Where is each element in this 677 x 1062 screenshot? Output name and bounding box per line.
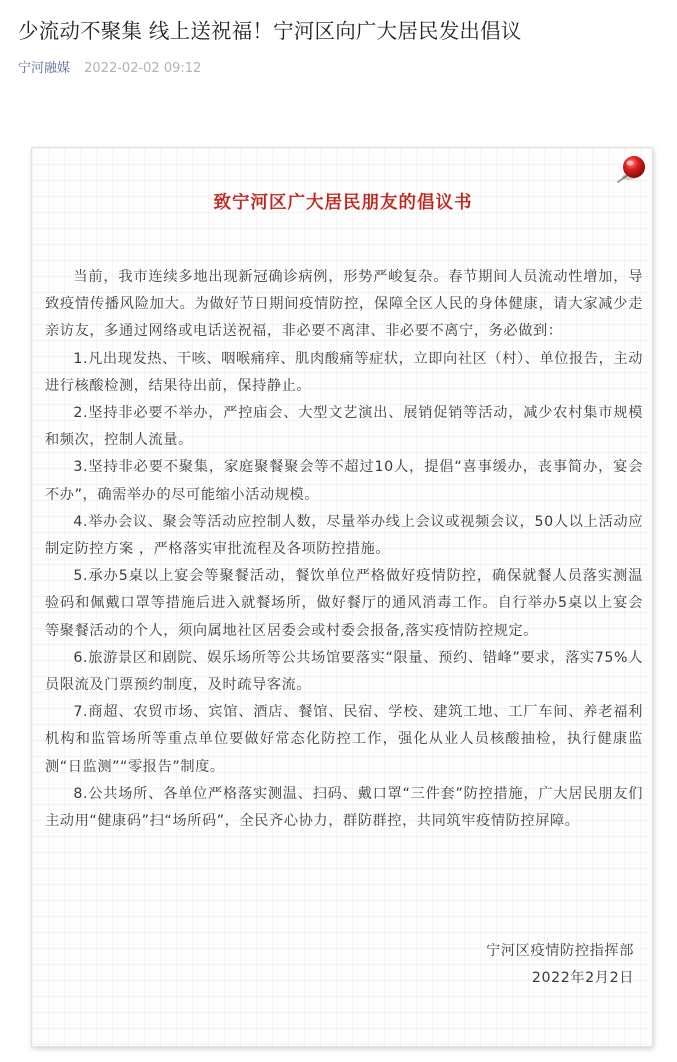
publish-date: 2022-02-02 09:12 xyxy=(84,61,202,76)
article-meta xyxy=(18,60,201,78)
push-pin-icon xyxy=(615,152,651,188)
item-paragraph: 8.公共场所、各单位严格落实测温、扫码、戴口罩“三件套”防控措施，广大居民朋友们主动用“健康码”扫“场所码”，全民齐心协力，群防群控，共同筑牢疫情防控屏障。 xyxy=(45,785,643,830)
item-paragraph: 1.凡出现发热、干咳、咽喉痛痒、肌肉酸痛等症状，立即向社区（村）、单位报告，主动进行核酸检测，结果待出前，保持静止。 xyxy=(45,350,643,394)
document-heading: 致宁河区广大居民朋友的倡议书 xyxy=(213,193,473,213)
proposal-document-image xyxy=(31,147,653,1047)
document-signature xyxy=(486,938,634,992)
signature-org: 宁河区疫情防控指挥部 xyxy=(486,943,634,959)
item-paragraph: 7.商超、农贸市场、宾馆、酒店、餐馆、民宿、学校、建筑工地、工厂车间、养老福利机构和监管场所等重点单位要做好常态化防控工作，强化从业人员核酸抽检，执行健康监测“日监测”“零报告”制度。 xyxy=(45,704,643,775)
item-paragraph: 6.旅游景区和剧院、娱乐场所等公共场馆要落实“限量、预约、错峰”要求，落实75%人员限流及门票预约制度，及时疏导客流。 xyxy=(45,649,643,694)
document-body xyxy=(45,264,643,835)
item-paragraph: 2.坚持非必要不举办，严控庙会、大型文艺演出、展销促销等活动，减少农村集市规模和频次，控制人流量。 xyxy=(45,405,643,449)
item-paragraph: 5.承办5桌以上宴会等聚餐活动，餐饮单位严格做好疫情防控，确保就餐人员落实测温验码和佩戴口罩等措施后进入就餐场所，做好餐厅的通风消毒工作。自行举办5桌以上宴会等聚餐活动的个人，须向属地社区居委会或村委会报备,落实疫情防控规定。 xyxy=(45,568,643,639)
item-paragraph: 4.举办会议、聚会等活动应控制人数，尽量举办线上会议或视频会议，50人以上活动应制定防控方案 ，严格落实审批流程及各项防控措施。 xyxy=(45,513,643,558)
article-title: 少流动不聚集 线上送祝福！宁河区向广大居民发出倡议 xyxy=(18,19,522,43)
signature-date: 2022年2月2日 xyxy=(531,970,634,986)
intro-paragraph: 当前，我市连续多地出现新冠确诊病例，形势严峻复杂。春节期间人员流动性增加，导致疫情传播风险加大。为做好节日期间疫情防控，保障全区人民的身体健康，请大家减少走亲访友，多通过网络或电话送祝福，非必要不离津、非必要不离宁，务必做到： xyxy=(45,269,643,340)
article-source-link[interactable]: 宁河融媒 xyxy=(18,61,71,76)
item-paragraph: 3.坚持非必要不聚集，家庭聚餐聚会等不超过10人，提倡“喜事缓办，丧事简办，宴会不办”，确需举办的尽可能缩小活动规模。 xyxy=(45,459,643,503)
